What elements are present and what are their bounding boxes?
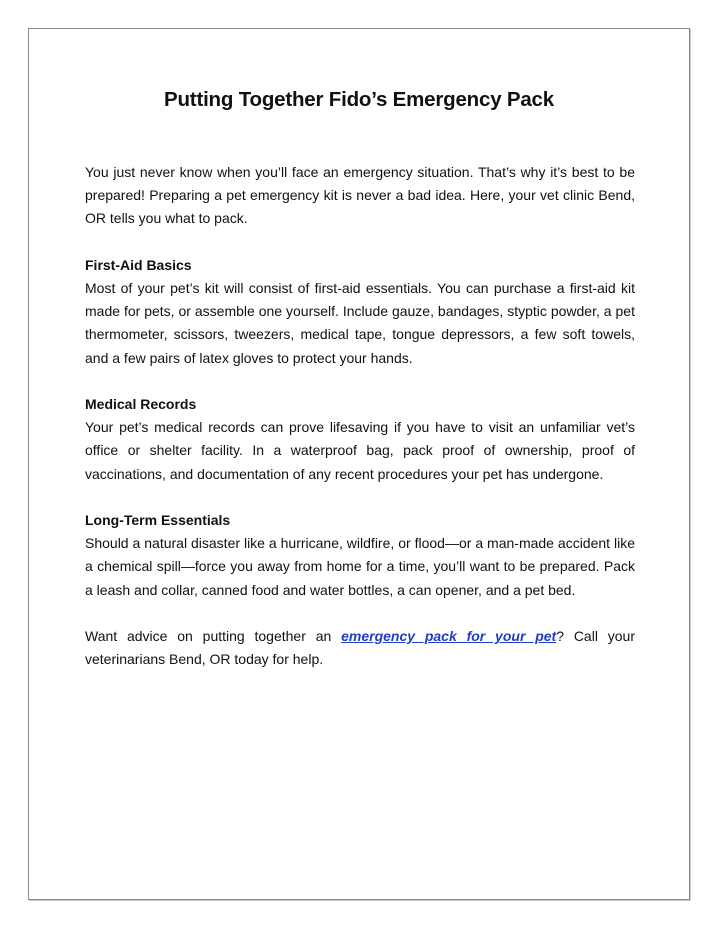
document-body: [85, 161, 635, 671]
section-first-aid: [85, 254, 635, 370]
paragraph-gap: [85, 231, 635, 254]
section-body-long-term: Should a natural disaster like a hurricane, wildfire, or flood—or a man-made accident like a chemical spill—force you away from home for a time, you’ll want to be prepared. Pack a leash and collar, canned food and water bottles, a can opener, and a pet bed.: [85, 535, 635, 598]
closing-text-before-link: Want advice on putting together an: [85, 628, 342, 644]
section-medical-records: [85, 393, 635, 486]
paragraph-gap: [85, 486, 635, 509]
paragraph-gap: [85, 370, 635, 393]
closing-paragraph: [85, 625, 635, 671]
section-body-first-aid: Most of your pet’s kit will consist of first-aid essentials. You can purchase a first-aid kit made for pets, or assemble one yourself. Include gauze, bandages, styptic powder, a pet thermometer, scissors, tweezers, medical tape, tongue depressors, a few soft towels, and a few pairs of latex gloves to protect your hands.: [85, 280, 635, 366]
section-heading-first-aid: First-Aid Basics: [85, 256, 192, 273]
section-long-term: [85, 509, 635, 602]
paragraph-gap: [85, 602, 635, 625]
intro-paragraph: You just never know when you’ll face an emergency situation. That’s why it’s best to be prepared! Preparing a pet emergency kit is never a bad idea. Here, your vet clinic Bend, OR tells you what to pack.: [85, 164, 635, 227]
emergency-pack-link[interactable]: emergency pack for your pet: [341, 628, 557, 644]
closing-text-after-link: ? Call your veterinarians Bend, OR today for help.: [85, 628, 635, 668]
section-heading-long-term: Long-Term Essentials: [85, 512, 231, 528]
section-heading-medical-records: Medical Records: [85, 396, 197, 412]
section-body-medical-records: Your pet’s medical records can prove lifesaving if you have to visit an unfamiliar vet’s office or shelter facility. In a waterproof bag, pack proof of ownership, proof of vaccinations, and documentation of any recent procedures your pet has undergone.: [85, 419, 635, 482]
page-title: Putting Together Fido’s Emergency Pack: [164, 88, 554, 111]
